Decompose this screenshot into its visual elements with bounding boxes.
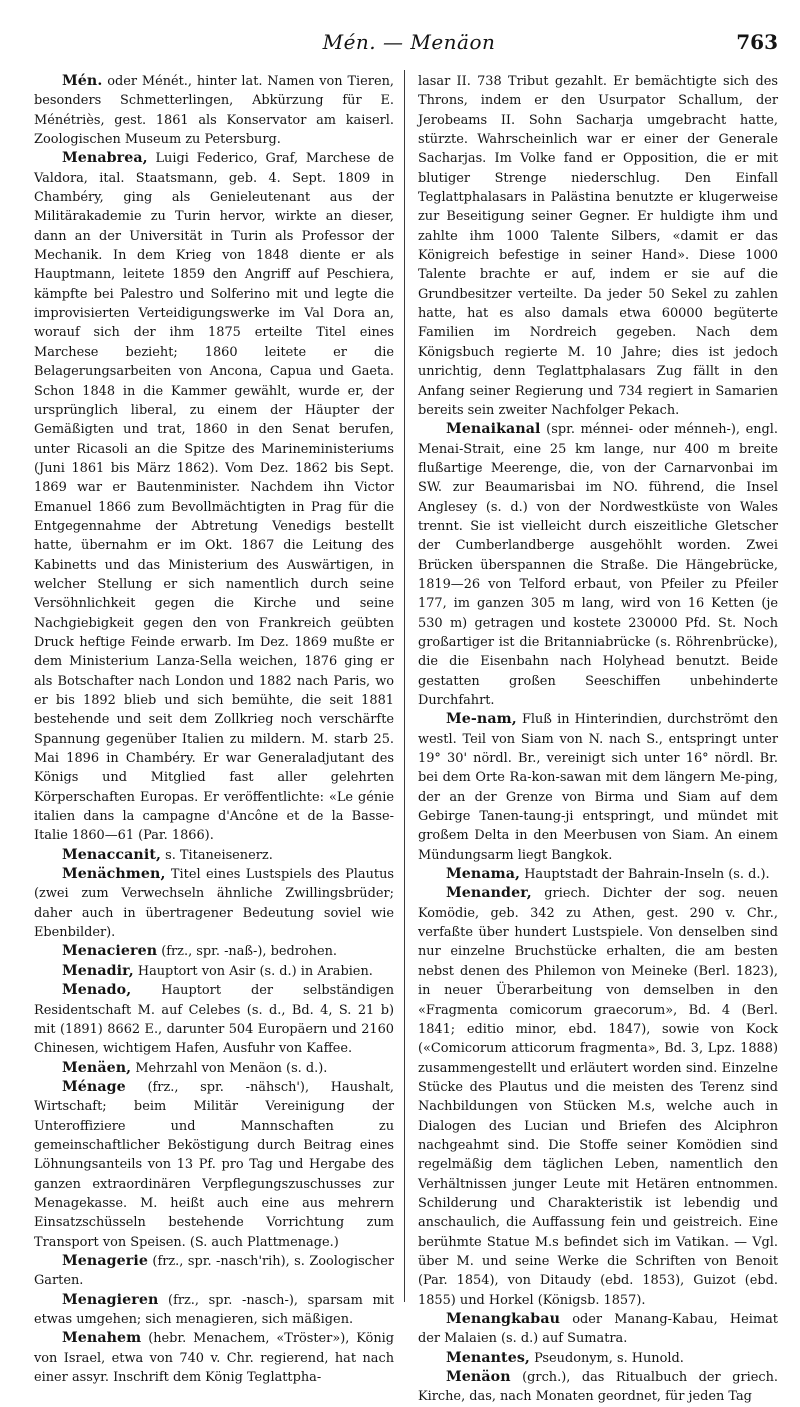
entry-text: (frz., spr. -nasch-), sparsam mit etwas umgehen; sich menagieren, sich mäßigen. [34,1292,394,1327]
entry-headword: Menaikanal [446,421,541,438]
entry-headword: Ménage [62,1078,126,1095]
dictionary-entry [418,710,778,865]
entry-headword: Menadir, [62,962,134,979]
dictionary-entry [34,1059,394,1078]
entry-headword: Menagerie [62,1252,148,1269]
entry-text: (frz., spr. -nähsch'), Haushalt, Wirtschaft; beim Militär Vereinigung der Unteroffiziere und Mannschaften zu gemeinschaftlicher Beköstigung durch Beitrag eines Löhnungsanteils von 13 Pf. pro Tag und Hergabe des ganzen extraordinären Verpflegungszuschusses zur Menagekasse. M. heißt auch eine aus mehrern Einsatzschüsseln bestehende Vorrichtung zum Transport von Speisen. (S. auch Plattmenage.) [34,1079,394,1250]
dictionary-entry [418,72,778,420]
dictionary-entry [34,1291,394,1330]
entry-headword: Me-nam, [446,711,517,728]
entry-headword: Menahem [62,1330,142,1347]
entry-headword: Menagieren [62,1291,159,1308]
entry-text: oder Manang-Kabau, Heimat der Malaien (s. d.) auf Sumatra. [418,1312,778,1347]
entry-text: lasar II. 738 Tribut gezahlt. Er bemächtigte sich des Throns, indem er den Usurpator Schallum, der Jerobeams II. Sohn Sacharja umgebracht hatte, stürzte. Wahrscheinlich war er einer der Generale Sacharjas. Im Volke fand er Opposition, die er mit blutiger Strenge niederschlug. Den Einfall Teglattphalasars in Palästina benutzte er klugerweise zur Beseitigung seiner Gegner. Er huldigte ihm und zahlte ihm 1000 Talente Silbers, «damit er das Königreich befestige in seiner Hand». Diese 1000 Talente brachte er auf, indem er sie auf die Grundbesitzer verteilte. Da jeder 50 Sekel zu zahlen hatte, hat es also damals etwa 60000 begüterte Familien im Nordreich gegeben. Nach dem Königsbuch regierte M. 10 Jahre; dies ist jedoch unrichtig, denn Teglattphalasars Zug fällt in den Anfang seiner Regierung und 734 regiert in Samarien bereits sein zweiter Nachfolger Pekach. [418,74,778,418]
entry-text: Hauptort der selbständigen Residentschaft M. auf Celebes (s. d., Bd. 4, S. 21 b) mit (1891) 8662 E., darunter 504 Europäern und 2160 Chinesen, wichtigem Hafen, Ausfuhr von Kaffee. [34,983,394,1057]
dictionary-entry [418,865,778,884]
entry-text: Titel eines Lustspiels des Plautus (zwei zum Verwechseln ähnliche Zwillingsbrüder; daher auch in übertragener Bedeutung soviel wie Ebenbilder). [34,867,394,941]
dictionary-entry [34,865,394,942]
entry-text: Pseudonym, s. Hunold. [529,1350,684,1366]
page-header [40,28,778,64]
right-column [418,72,778,1405]
entry-text: (grch.), das Ritualbuch der griech. Kirche, das, nach Monaten geordnet, für jeden Tag [418,1370,778,1405]
entry-text: (frz., spr. -nasch'rih), s. Zoologischer Garten. [34,1253,394,1289]
dictionary-entry [34,1078,394,1252]
entry-headword: Menantes, [446,1349,530,1366]
dictionary-entry [34,149,394,845]
entry-headword: Menäen, [62,1059,132,1076]
entry-headword: Menacieren [62,943,158,960]
running-title: Mén. — Menäon [322,30,496,54]
entry-text: Luigi Federico, Graf, Marchese de Valdora, ital. Staatsmann, geb. 4. Sept. 1809 in Chambéry, ging als Genieleutenant aus der Militärakademie zu Turin hervor, wirkte an dieser, dann an der Universität in Turin als Professor der Mechanik. In dem Krieg von 1848 diente er als Hauptmann, leitete 1859 den Angriff auf Peschiera, kämpfte bei Palestro und Solferino mit und legte die improvisierten Verteidigungswerke im Val Dora an, worauf sich der ihm 1875 erteilte Titel eines Marchese bezieht; 1860 leitete er die Belagerungsarbeiten von Ancona, Capua und Gaeta. Schon 1848 in die Kammer gewählt, wurde er, der ursprünglich liberal, zu einem der Häupter der Gemäßigten und trat, 1860 in den Senat berufen, unter Ricasoli an die Spitze des Marineministeriums (Juni 1861 bis März 1862). Vom Dez. 1862 bis Sept. 1869 war er Bautenminister. Nachdem ihn Victor Emanuel 1866 zum Bevollmächtigten in Prag für die Entgegennahme der Abtretung Venedigs bestellt hatte, übernahm er im Okt. 1867 die Leitung des Kabinetts und das Ministerium des Auswärtigen, in welcher Stellung er sich namentlich durch seine Versöhnlichkeit gegen die Kirche und seine Nachgiebigkeit gegen den von Frankreich geübten Druck heftige Feinde erwarb. Im Dez. 1869 mußte er dem Ministerium Lanza-Sella weichen, 1876 ging er als Botschafter nach London und 1882 nach Paris, wo er bis 1892 blieb und sich bemühte, die seit 1881 bestehende und seit dem Zollkrieg noch verschärfte Spannung gegenüber Italien zu mildern. M. starb 25. Mai 1896 in Chambéry. Er war Generaladjutant des Königs und Mitglied fast aller gelehrten Körperschaften Europas. Er veröffentlichte: «Le génie italien dans la campagne d'Ancône et de la Basse-Italie 1860—61 (Par. 1866). [34,151,394,844]
dictionary-entry [34,1329,394,1387]
entry-headword: Menabrea, [62,150,148,167]
dictionary-entry [418,1310,778,1349]
dictionary-entry [34,1252,394,1291]
entry-headword: Menander, [446,885,532,902]
entry-text: (spr. ménnei- oder ménneh-), engl. Menai-Strait, eine 25 km lange, nur 400 m breite flußartige Meerenge, die, von der Carnarvonbai im SW. zur Beaumarisbai im NO. führend, die Insel Anglesey (s. d.) von der Nordwestküste von Wales trennt. Sie ist vielleicht durch eiszeitliche Gletscher der Cumberlandberge ausgehöhlt worden. Zwei Brücken überspannen die Straße. Die Hängebrücke, 1819—26 von Telford erbaut, von Pfeiler zu Pfeiler 177, im ganzen 305 m lang, wird von 16 Ketten (je 530 m) getragen und kostete 230000 Pfd. St. Noch großartiger ist die Britanniabrücke (s. Röhrenbrücke), die die Eisenbahn nach Holyhead benutzt. Beide gestatten großen Seeschiffen unbehinderte Durchfahrt. [418,422,778,708]
entry-text: oder Ménét., hinter lat. Namen von Tieren, besonders Schmetterlingen, Abkürzung für E. Ménétriès, gest. 1861 als Konservator am kaiserl. Zoologischen Museum zu Petersburg. [34,74,394,148]
entry-text: griech. Dichter der sog. neuen Komödie, geb. 342 zu Athen, gest. 290 v. Chr., verfaßte über hundert Lustspiele. Von denselben sind nur einzelne Bruchstücke erhalten, die am besten nebst denen des Philemon von Meineke (Berl. 1823), in neuer Überarbeitung von demselben in den «Fragmenta comicorum graecorum», Bd. 4 (Berl. 1841; editio minor, ebd. 1847), sowie von Kock («Comicorum atticorum fragmenta», Bd. 3, Lpz. 1888) zusammengestellt und erläutert worden sind. Einzelne Stücke des Plautus und die meisten des Terenz sind Nachbildungen von Stücken M.s, welche auch in Dialogen des Lucian und Briefen des Alciphron nachgeahmt sind. Die Stoffe seiner Komödien sind regelmäßig dem täglichen Leben, namentlich den Verhältnissen junger Leute mit Hetären entnommen. Schilderung und Charakteristik ist lebendig und anschaulich, die Auffassung fein und geistreich. Eine berühmte Statue M.s befindet sich im Vatikan. — Vgl. über M. und seine Werke die Schriften von Benoit (Par. 1854), von Ditaudy (ebd. 1853), Guizot (ebd. 1855) und Horkel (Königsb. 1857). [418,886,778,1308]
dictionary-entry [34,981,394,1058]
entry-headword: Menaccanit, [62,846,162,863]
dictionary-entry [418,884,778,1310]
dictionary-entry [418,1368,778,1407]
dictionary-entry [34,72,394,149]
entry-headword: Menangkabau [446,1311,561,1327]
entry-text: Hauptort von Asir (s. d.) in Arabien. [133,963,373,979]
entry-headword: Menäon [446,1369,511,1386]
page-number: 763 [736,30,778,54]
dictionary-entry [34,942,394,961]
column-divider [404,70,405,1302]
entry-text: (hebr. Menachem, «Tröster»), König von Israel, etwa von 740 v. Chr. regierend, hat nach einer assyr. Inschrift dem König Teglattpha- [34,1331,394,1386]
entry-headword: Mén. [62,73,103,89]
dictionary-entry [418,1349,778,1368]
dictionary-entry [34,846,394,865]
entry-text: (frz., spr. -naß-), bedrohen. [157,944,337,960]
entry-text: Mehrzahl von Menäon (s. d.). [131,1060,328,1076]
dictionary-entry [34,962,394,981]
entry-text: Fluß in Hinterindien, durchströmt den westl. Teil von Siam von N. nach S., entspringt unter 19° 30' nördl. Br., vereinigt sich unter 16° nördl. Br. bei dem Orte Ra-kon-sawan mit dem längern Me-ping, der an der Grenze von Birma und Siam auf dem Gebirge Tanen-taung-ji entspringt, und mündet mit großem Delta in den Meerbusen von Siam. An einem Mündungsarm liegt Bangkok. [418,712,778,863]
dictionary-entry [418,420,778,710]
entry-text: s. Titaneisenerz. [161,847,273,863]
entry-headword: Menama, [446,866,521,883]
entry-text: Hauptstadt der Bahrain-Inseln (s. d.). [520,867,770,883]
entry-headword: Menado, [62,982,132,999]
left-column [34,72,394,1386]
entry-headword: Menächmen, [62,866,166,883]
